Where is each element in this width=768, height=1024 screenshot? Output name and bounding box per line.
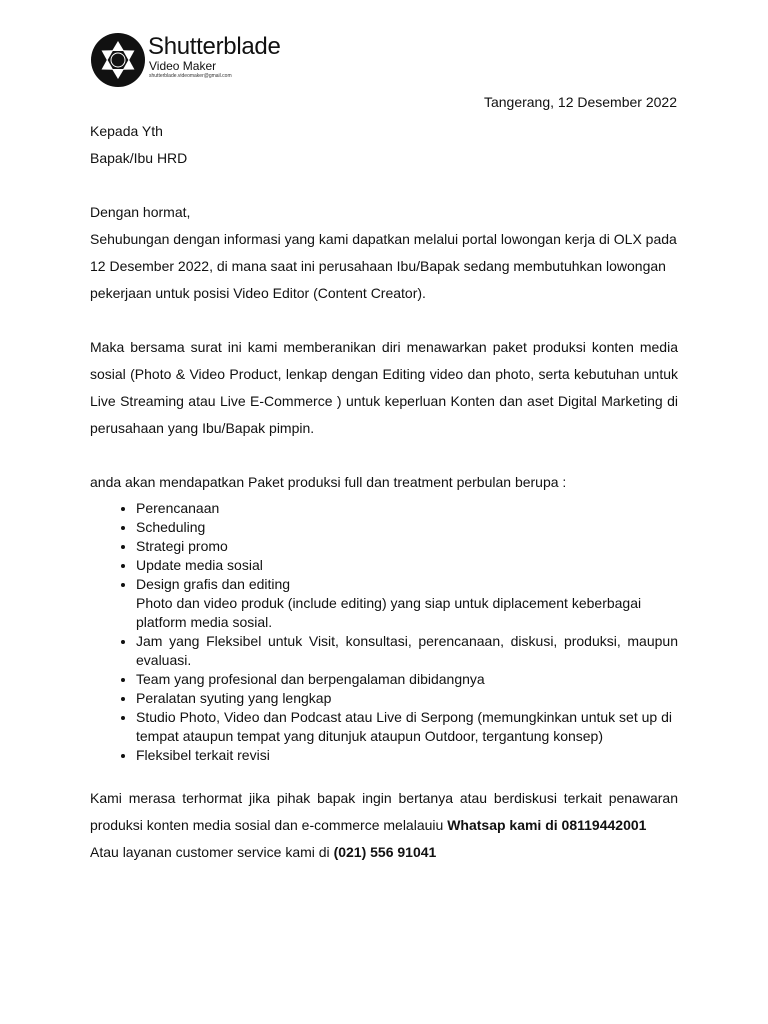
- list-item: • Perencanaan: [136, 499, 678, 518]
- list-item: • Studio Photo, Video dan Podcast atau Live di Serpong (memungkinkan untuk set up di tempat ataupun tempat yang ditunjuk ataupun Outdoor, tergantung konsep): [136, 708, 678, 746]
- list-item: • Peralatan syuting yang lengkap: [136, 689, 678, 708]
- list-item: • Design grafis dan editing Photo dan video produk (include editing) yang siap untuk diplacement keberbagai platform media sosial.: [136, 575, 678, 632]
- closing-text: Kami merasa terhormat jika pihak bapak ingin bertanya atau berdiskusi terkait penawaran produksi konten media sosial dan e-commerce melalauiu: [90, 790, 678, 833]
- list-item-detail: Photo dan video produk (include editing) yang siap untuk diplacement keberbagai platform media sosial.: [136, 595, 642, 630]
- paragraph-1: Sehubungan dengan informasi yang kami dapatkan melalui portal lowongan kerja di OLX pada 12 Desember 2022, di mana saat ini perusahaan Ibu/Bapak sedang membutuhkan lowongan pekerjaan untuk posisi Video Editor (Content Creator).: [90, 231, 677, 301]
- cs-phone: (021) 556 91041: [333, 844, 437, 860]
- list-item: • Fleksibel terkait revisi: [136, 746, 678, 765]
- letter-body: [90, 118, 678, 866]
- brand-logo: [90, 32, 310, 90]
- list-item: • Jam yang Fleksibel untuk Visit, konsultasi, perencanaan, diskusi, produksi, maupun evaluasi.: [136, 632, 678, 670]
- list-item: • Team yang profesional dan berpengalaman dibidangnya: [136, 670, 678, 689]
- closing-paragraph: [90, 785, 678, 839]
- recipient-line-1: Kepada Yth: [90, 123, 163, 139]
- list-item: • Scheduling: [136, 518, 678, 537]
- brand-email: shutterblade.videomaker@gmail.com: [149, 73, 232, 79]
- recipient-line-2: Bapak/Ibu HRD: [90, 150, 188, 166]
- list-intro: anda akan mendapatkan Paket produksi full dan treatment perbulan berupa :: [90, 474, 567, 490]
- customer-service-line: [90, 839, 678, 866]
- whatsapp-contact: Whatsap kami di 08119442001: [447, 817, 647, 833]
- cs-text: Atau layanan customer service kami di: [90, 844, 330, 860]
- camera-aperture-icon: [90, 32, 146, 88]
- benefits-list: [90, 499, 678, 765]
- greeting: Dengan hormat,: [90, 204, 191, 220]
- letter-date: Tangerang, 12 Desember 2022: [483, 94, 677, 110]
- brand-subtitle: Video Maker: [149, 59, 217, 73]
- paragraph-2: Maka bersama surat ini kami memberanikan diri menawarkan paket produksi konten media sosial (Photo & Video Product, lenkap dengan Editing video dan photo, serta kebutuhan untuk Live Streaming atau Live E-Commerce ) untuk keperluan Konten dan aset Digital Marketing di perusahaan yang Ibu/Bapak pimpin.: [90, 339, 678, 436]
- brand-name: Shutterblade: [148, 33, 281, 60]
- list-item: • Update media sosial: [136, 556, 678, 575]
- list-item: • Strategi promo: [136, 537, 678, 556]
